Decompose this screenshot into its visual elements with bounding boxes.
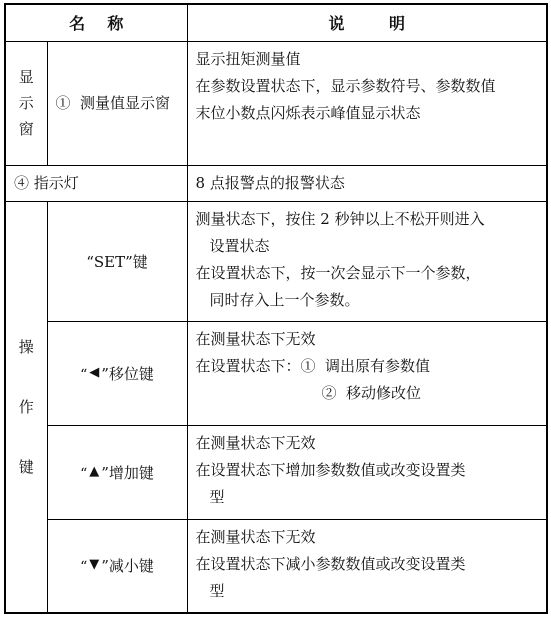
header-desc: 说 明 [187, 4, 547, 41]
table-row-set-key [5, 201, 547, 321]
left-triangle-icon: ◀ [89, 364, 100, 380]
table-row-up-key [5, 425, 547, 519]
table-row-display [5, 41, 547, 165]
table-row-down-key [5, 519, 547, 613]
header-name: 名 称 [5, 4, 187, 41]
indicator-desc: 8 点报警点的报警状态 [187, 165, 547, 201]
group-keys: 操 作 键 [5, 201, 47, 613]
display-window-name: ① 测量值显示窗 [47, 41, 187, 165]
set-key-name: “SET”键 [47, 201, 187, 321]
up-triangle-icon: ▲ [89, 463, 100, 479]
up-key-desc: 在测量状态下无效 在设置状态下增加参数数值或改变设置类 型 [187, 425, 547, 519]
table-row-indicator [5, 165, 547, 201]
shift-key-name: “ ◀ ”移位键 [47, 321, 187, 425]
set-key-desc: 测量状态下，按住 2 秒钟以上不松开则进入 设置状态 在设置状态下，按一次会显示下一个参数， 同时存入上一个参数。 [187, 201, 547, 321]
down-key-name: “ ▼ ”减小键 [47, 519, 187, 613]
display-window-desc: 显示扭矩测量值 在参数设置状态下，显示参数符号、参数数值 末位小数点闪烁表示峰值显示状态 [187, 41, 547, 165]
spec-table [4, 3, 548, 614]
table-row-shift-key [5, 321, 547, 425]
down-triangle-icon: ▼ [89, 557, 100, 573]
header-row [5, 4, 547, 41]
indicator-name: ④ 指示灯 [5, 165, 187, 201]
group-display: 显 示 窗 [5, 41, 47, 165]
down-key-desc: 在测量状态下无效 在设置状态下减小参数数值或改变设置类 型 [187, 519, 547, 613]
shift-key-desc: 在测量状态下无效 在设置状态下：① 调出原有参数值 ② 移动修改位 [187, 321, 547, 425]
up-key-name: “ ▲ ”增加键 [47, 425, 187, 519]
